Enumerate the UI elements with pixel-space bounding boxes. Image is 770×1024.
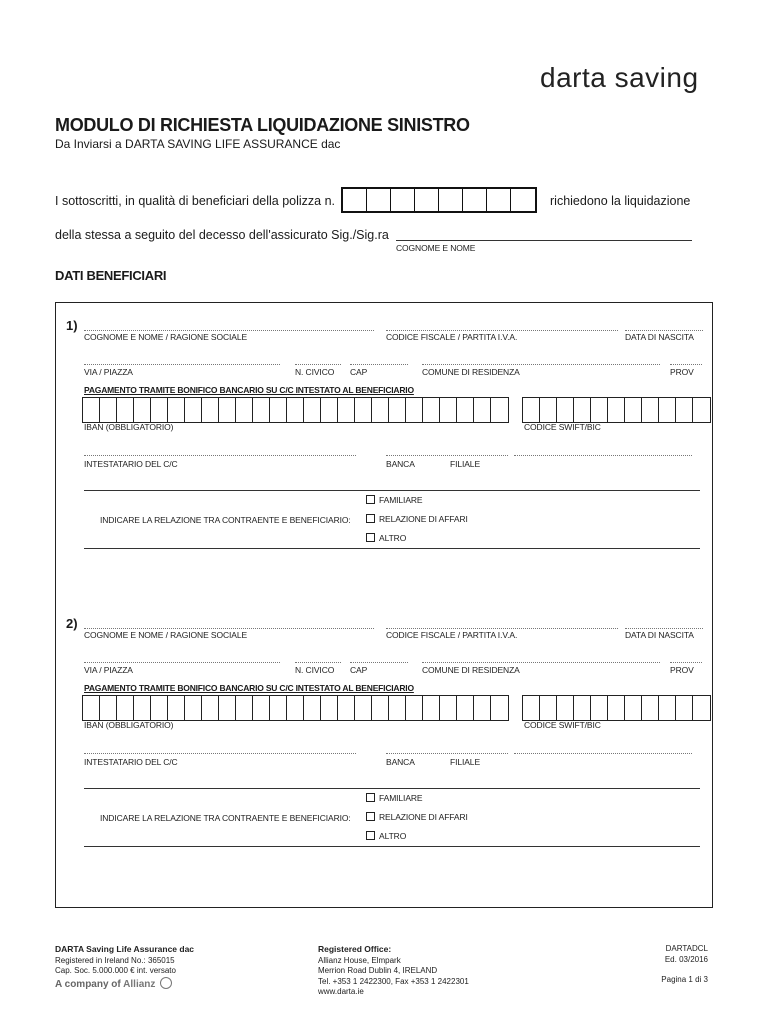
iban-boxes[interactable] (82, 397, 509, 423)
checkbox-icon[interactable] (366, 793, 375, 802)
allianz-name: Allianz (123, 978, 156, 990)
iban-char-box[interactable] (202, 398, 219, 422)
option-label: ALTRO (379, 831, 407, 841)
branch-field[interactable] (514, 455, 692, 456)
brand-logo: darta saving (540, 62, 699, 93)
bank-field[interactable] (386, 455, 508, 456)
iban-char-box[interactable] (100, 398, 117, 422)
iban-char-box[interactable] (168, 696, 185, 720)
policy-number-digit-box[interactable] (439, 189, 463, 211)
iban-label: IBAN (OBBLIGATORIO) (84, 720, 174, 730)
iban-char-box[interactable] (491, 398, 508, 422)
birth-date-field[interactable] (625, 330, 703, 331)
city-label: COMUNE DI RESIDENZA (422, 665, 520, 675)
swift-char-box[interactable] (608, 696, 625, 720)
prov-field[interactable] (670, 662, 702, 663)
option-altro[interactable] (366, 533, 406, 543)
iban-char-box[interactable] (117, 696, 134, 720)
prov-label: PROV (670, 665, 694, 675)
policy-number-digit-box[interactable] (343, 189, 367, 211)
option-familiare[interactable] (366, 495, 423, 505)
swift-char-box[interactable] (540, 696, 557, 720)
tax-code-field[interactable] (386, 330, 618, 331)
swift-char-box[interactable] (574, 398, 591, 422)
birth-date-field[interactable] (625, 628, 703, 629)
name-label: COGNOME E NOME / RAGIONE SOCIALE (84, 332, 248, 342)
intro-text-after: richiedono la liquidazione (550, 194, 691, 208)
swift-char-box[interactable] (523, 696, 540, 720)
checkbox-icon[interactable] (366, 514, 375, 523)
checkbox-icon[interactable] (366, 831, 375, 840)
checkbox-icon[interactable] (366, 812, 375, 821)
iban-char-box[interactable] (134, 398, 151, 422)
swift-char-box[interactable] (659, 696, 676, 720)
checkbox-icon[interactable] (366, 533, 375, 542)
swift-char-box[interactable] (625, 398, 642, 422)
iban-char-box[interactable] (321, 696, 338, 720)
footer-office-line3: Tel. +353 1 2422300, Fax +353 1 2422301 (318, 976, 469, 986)
name-field[interactable] (84, 628, 374, 629)
swift-char-box[interactable] (659, 398, 676, 422)
cap-label: CAP (350, 367, 368, 377)
footer-doc-block (600, 944, 708, 986)
iban-char-box[interactable] (321, 398, 338, 422)
allianz-prefix: A company of (55, 978, 121, 990)
iban-char-box[interactable] (236, 398, 253, 422)
page-subtitle: Da Inviarsi a DARTA SAVING LIFE ASSURANCE dac (55, 137, 341, 151)
iban-char-box[interactable] (440, 398, 457, 422)
birth-date-label: DATA DI NASCITA (625, 630, 694, 640)
iban-char-box[interactable] (474, 398, 491, 422)
tax-code-label: CODICE FISCALE / PARTITA I.V.A. (386, 630, 518, 640)
swift-char-box[interactable] (642, 696, 659, 720)
tax-code-label: CODICE FISCALE / PARTITA I.V.A. (386, 332, 518, 342)
iban-char-box[interactable] (423, 696, 440, 720)
footer-edition: Ed. 03/2016 (664, 954, 708, 964)
footer-office-line2: Merrion Road Dublin 4, IRELAND (318, 966, 438, 975)
iban-char-box[interactable] (338, 398, 355, 422)
swift-char-box[interactable] (591, 696, 608, 720)
swift-char-box[interactable] (608, 398, 625, 422)
footer-office-line1: Allianz House, Elmpark (318, 955, 401, 965)
iban-char-box[interactable] (100, 696, 117, 720)
insured-name-caption: COGNOME E NOME (396, 243, 476, 253)
iban-char-box[interactable] (168, 398, 185, 422)
iban-char-box[interactable] (253, 398, 270, 422)
city-field[interactable] (422, 662, 660, 663)
tax-code-field[interactable] (386, 628, 618, 629)
branch-label: FILIALE (450, 459, 481, 469)
iban-char-box[interactable] (287, 696, 304, 720)
beneficiary-number: 2) (66, 616, 78, 631)
footer-company-block (55, 944, 194, 990)
policy-number-boxes[interactable] (341, 187, 537, 213)
iban-char-box[interactable] (372, 398, 389, 422)
option-label: FAMILIARE (379, 793, 423, 803)
civic-label: N. CIVICO (295, 367, 335, 377)
iban-char-box[interactable] (440, 696, 457, 720)
branch-label: FILIALE (450, 757, 481, 767)
footer-company: DARTA Saving Life Assurance dac (55, 944, 195, 954)
city-label: COMUNE DI RESIDENZA (422, 367, 520, 377)
street-label: VIA / PIAZZA (84, 665, 133, 675)
iban-char-box[interactable] (219, 398, 236, 422)
footer-office-title: Registered Office: (318, 944, 392, 954)
policy-number-digit-box[interactable] (391, 189, 415, 211)
allianz-logo (55, 977, 194, 991)
civic-label: N. CIVICO (295, 665, 335, 675)
city-field[interactable] (422, 364, 660, 365)
iban-char-box[interactable] (355, 398, 372, 422)
iban-char-box[interactable] (185, 696, 202, 720)
swift-char-box[interactable] (523, 398, 540, 422)
beneficiary-number: 1) (66, 318, 78, 333)
swift-boxes[interactable] (522, 695, 711, 721)
swift-char-box[interactable] (557, 398, 574, 422)
civic-field[interactable] (295, 364, 341, 365)
intro-text-before: I sottoscritti, in qualità di beneficiari della polizza n. (55, 194, 336, 208)
section-title: DATI BENEFICIARI (55, 268, 167, 283)
cap-field[interactable] (350, 662, 408, 663)
name-label: COGNOME E NOME / RAGIONE SOCIALE (84, 630, 248, 640)
footer-registration: Registered in Ireland No.: 365015 (55, 955, 175, 965)
iban-char-box[interactable] (287, 398, 304, 422)
iban-char-box[interactable] (372, 696, 389, 720)
footer-office-line4: www.darta.ie (318, 987, 364, 996)
footer-doc-code: DARTADCL (665, 944, 708, 953)
swift-char-box[interactable] (642, 398, 659, 422)
cap-field[interactable] (350, 364, 408, 365)
branch-field[interactable] (514, 753, 692, 754)
footer-page: Pagina 1 di 3 (661, 975, 708, 984)
option-label: RELAZIONE DI AFFARI (379, 514, 468, 524)
swift-char-box[interactable] (676, 398, 693, 422)
swift-char-box[interactable] (676, 696, 693, 720)
option-label: FAMILIARE (379, 495, 423, 505)
swift-char-box[interactable] (625, 696, 642, 720)
iban-char-box[interactable] (491, 696, 508, 720)
iban-char-box[interactable] (304, 696, 321, 720)
iban-char-box[interactable] (202, 696, 219, 720)
iban-char-box[interactable] (219, 696, 236, 720)
iban-char-box[interactable] (406, 398, 423, 422)
iban-char-box[interactable] (134, 696, 151, 720)
name-field[interactable] (84, 330, 374, 331)
policy-number-digit-box[interactable] (415, 189, 439, 211)
civic-field[interactable] (295, 662, 341, 663)
option-label: RELAZIONE DI AFFARI (379, 812, 468, 822)
insured-name-field[interactable] (396, 240, 692, 241)
holder-field[interactable] (84, 753, 356, 754)
swift-char-box[interactable] (540, 398, 557, 422)
bank-label: BANCA (386, 459, 415, 469)
iban-char-box[interactable] (83, 398, 100, 422)
prov-field[interactable] (670, 364, 702, 365)
iban-label: IBAN (OBBLIGATORIO) (84, 422, 174, 432)
street-label: VIA / PIAZZA (84, 367, 133, 377)
swift-char-box[interactable] (557, 696, 574, 720)
option-label: ALTRO (379, 533, 407, 543)
bank-field[interactable] (386, 753, 508, 754)
holder-field[interactable] (84, 455, 356, 456)
option-affari[interactable] (366, 812, 468, 822)
separator-top (84, 490, 700, 491)
iban-char-box[interactable] (117, 398, 134, 422)
policy-number-digit-box[interactable] (511, 189, 535, 211)
street-field[interactable] (84, 364, 280, 365)
iban-char-box[interactable] (474, 696, 491, 720)
bank-label: BANCA (386, 757, 415, 767)
iban-char-box[interactable] (389, 398, 406, 422)
swift-char-box[interactable] (693, 398, 710, 422)
swift-char-box[interactable] (693, 696, 710, 720)
policy-number-digit-box[interactable] (367, 189, 391, 211)
iban-char-box[interactable] (253, 696, 270, 720)
relation-label: INDICARE LA RELAZIONE TRA CONTRAENTE E BENEFICIARIO: (100, 515, 351, 525)
option-altro[interactable] (366, 831, 406, 841)
holder-label: INTESTATARIO DEL C/C (84, 757, 178, 767)
iban-char-box[interactable] (338, 696, 355, 720)
swift-label: CODICE SWIFT/BIC (524, 720, 601, 730)
prov-label: PROV (670, 367, 694, 377)
birth-date-label: DATA DI NASCITA (625, 332, 694, 342)
iban-char-box[interactable] (304, 398, 321, 422)
swift-char-box[interactable] (591, 398, 608, 422)
iban-char-box[interactable] (457, 696, 474, 720)
iban-char-box[interactable] (151, 398, 168, 422)
iban-char-box[interactable] (270, 696, 287, 720)
holder-label: INTESTATARIO DEL C/C (84, 459, 178, 469)
footer-capital: Cap. Soc. 5.000.000 € int. versato (55, 966, 176, 975)
separator-top (84, 788, 700, 789)
option-familiare[interactable] (366, 793, 423, 803)
iban-char-box[interactable] (236, 696, 253, 720)
swift-label: CODICE SWIFT/BIC (524, 422, 601, 432)
street-field[interactable] (84, 662, 280, 663)
iban-char-box[interactable] (83, 696, 100, 720)
iban-char-box[interactable] (151, 696, 168, 720)
payment-label: PAGAMENTO TRAMITE BONIFICO BANCARIO SU C/C INTESTATO AL BENEFICIARIO (84, 385, 414, 395)
iban-char-box[interactable] (185, 398, 202, 422)
iban-char-box[interactable] (355, 696, 372, 720)
swift-char-box[interactable] (574, 696, 591, 720)
policy-number-digit-box[interactable] (463, 189, 487, 211)
page-title: MODULO DI RICHIESTA LIQUIDAZIONE SINISTRO (55, 115, 470, 135)
iban-char-box[interactable] (406, 696, 423, 720)
intro-text-line2: della stessa a seguito del decesso dell'assicurato Sig./Sig.ra (55, 228, 389, 242)
iban-char-box[interactable] (423, 398, 440, 422)
cap-label: CAP (350, 665, 368, 675)
allianz-eagle-icon (160, 977, 172, 989)
iban-char-box[interactable] (389, 696, 406, 720)
separator-bottom (84, 846, 700, 847)
option-affari[interactable] (366, 514, 468, 524)
iban-char-box[interactable] (270, 398, 287, 422)
relation-label: INDICARE LA RELAZIONE TRA CONTRAENTE E BENEFICIARIO: (100, 813, 351, 823)
iban-boxes[interactable] (82, 695, 509, 721)
footer-office-block (318, 944, 469, 998)
policy-number-digit-box[interactable] (487, 189, 511, 211)
checkbox-icon[interactable] (366, 495, 375, 504)
payment-label: PAGAMENTO TRAMITE BONIFICO BANCARIO SU C/C INTESTATO AL BENEFICIARIO (84, 683, 414, 693)
iban-char-box[interactable] (457, 398, 474, 422)
separator-bottom (84, 548, 700, 549)
swift-boxes[interactable] (522, 397, 711, 423)
